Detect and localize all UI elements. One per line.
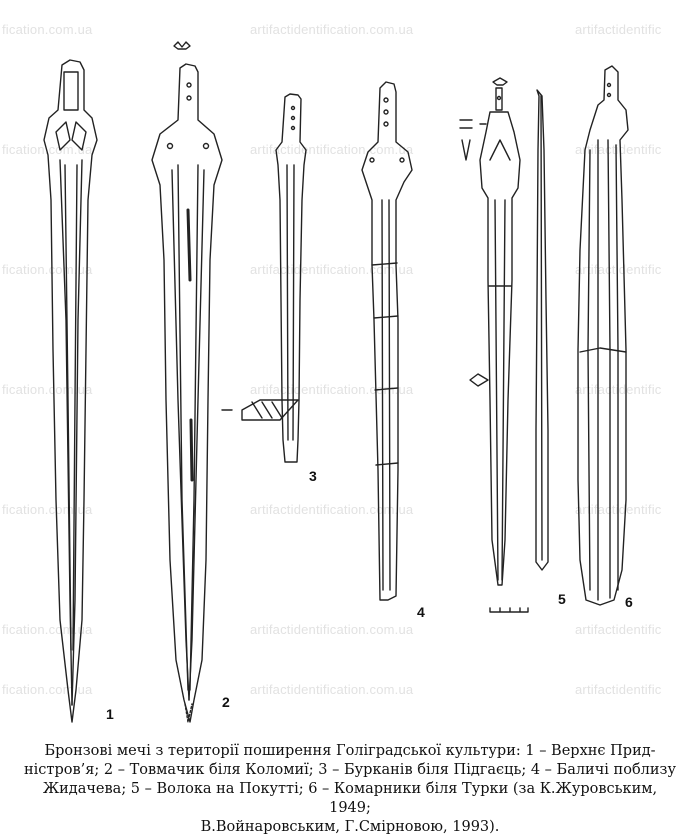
watermark: fication.com.ua — [2, 382, 93, 397]
figure-number-2: 2 — [222, 694, 230, 710]
sword-2-drawing — [152, 42, 222, 722]
watermark: artifactidentification.com.ua — [250, 622, 414, 637]
watermark: artifactidentification.com.ua — [250, 382, 414, 397]
watermark: fication.com.ua — [2, 622, 93, 637]
watermark: artifactidentification.com.ua — [250, 682, 414, 697]
caption-line: В.Войнаровським, Г.Смірновою, 1993). — [200, 819, 500, 835]
figure-number-1: 1 — [106, 706, 114, 722]
figure-caption — [20, 742, 680, 837]
watermark: artifactidentific — [575, 502, 662, 517]
sword-5-drawing — [460, 78, 548, 612]
sword-3-drawing — [222, 94, 306, 462]
watermark: artifactidentification.com.ua — [250, 502, 414, 517]
figure-number-5: 5 — [558, 591, 566, 607]
watermark: artifactidentific — [575, 382, 662, 397]
watermark: artifactidentific — [575, 142, 662, 157]
watermark: fication.com.ua — [2, 682, 93, 697]
watermark: fication.com.ua — [2, 22, 93, 37]
figure-number-4: 4 — [417, 604, 425, 620]
watermark: fication.com.ua — [2, 142, 93, 157]
watermark: artifactidentific — [575, 622, 662, 637]
sword-4-drawing — [362, 82, 412, 600]
watermark: artifactidentific — [575, 682, 662, 697]
watermark: artifactidentification.com.ua — [250, 22, 414, 37]
caption-line: Жидачева; 5 – Волока на Покутті; 6 – Комарники біля Турки (за К.Журовським, 1949; — [42, 781, 658, 816]
watermark: artifactidentific — [575, 262, 662, 277]
caption-line: Бронзові мечі з території поширення Голіградської культури: 1 – Верхнє Прид- — [44, 743, 656, 759]
watermark: artifactidentific — [575, 22, 662, 37]
figure-number-3: 3 — [309, 468, 317, 484]
figure-number-6: 6 — [625, 594, 633, 610]
watermark: artifactidentification.com.ua — [250, 142, 414, 157]
sword-6-drawing — [578, 66, 628, 605]
watermark: artifactidentification.com.ua — [250, 262, 414, 277]
sword-1-drawing — [44, 60, 97, 722]
caption-line: ністров’я; 2 – Товмачик біля Коломиї; 3 – Бурканів біля Підгаєць; 4 – Баличі поблизу — [24, 762, 676, 778]
watermark: fication.com.ua — [2, 502, 93, 517]
watermark: fication.com.ua — [2, 262, 93, 277]
